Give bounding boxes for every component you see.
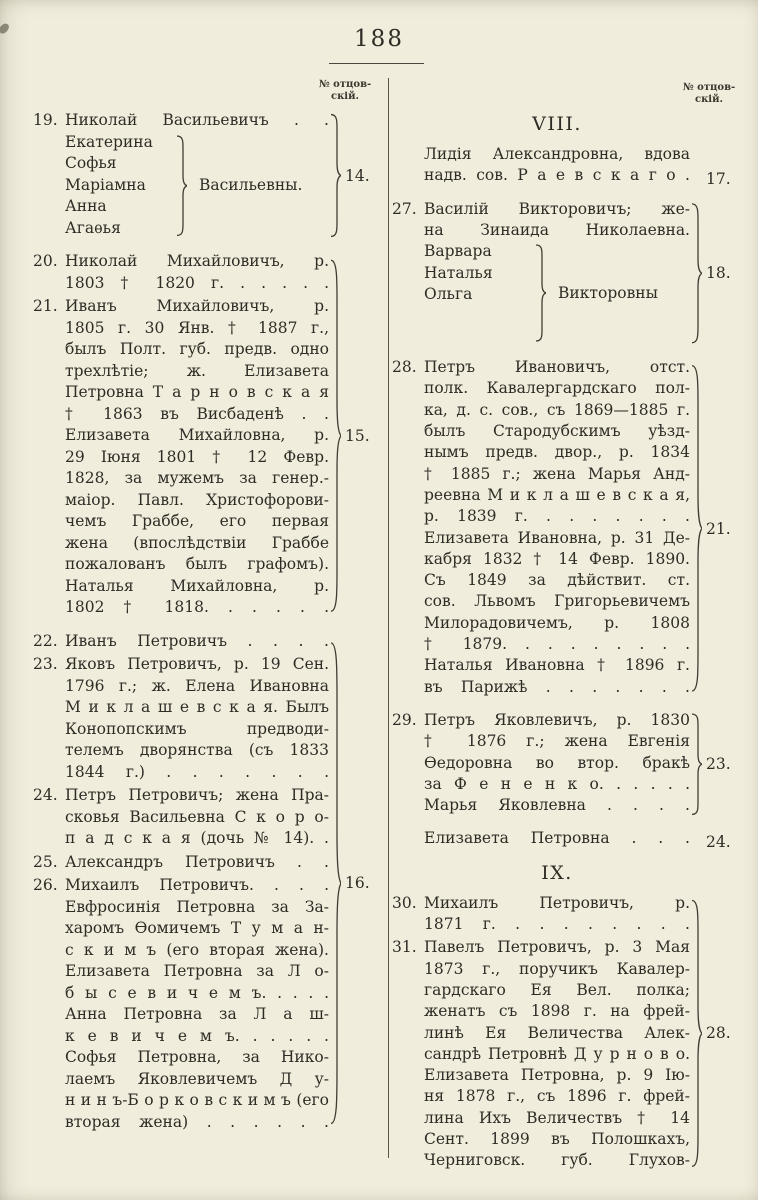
text-line: Иванъ Михайловичъ, р. xyxy=(65,297,329,315)
group-brace xyxy=(175,132,189,240)
text-line: 1828, за мужемъ за генер.- xyxy=(65,469,329,487)
entry-number: 29. xyxy=(392,710,417,729)
children-names xyxy=(424,241,534,345)
text-line: женатъ съ 1898 г. на фрей- xyxy=(424,1002,690,1021)
page-number-rule xyxy=(329,63,424,64)
text-line: вторая жена) . . . . . . xyxy=(65,1112,329,1131)
text-line: сковья Васильевна С к о р о- xyxy=(65,807,329,826)
text-line: линѣ Ея Величества Алек- xyxy=(424,1023,690,1042)
text-line: б ы с е в и ч е м ъ. . . . . xyxy=(65,983,329,1002)
curly-brace-icon xyxy=(534,243,546,343)
entry-item xyxy=(33,852,329,874)
entry-text xyxy=(65,110,329,239)
text-line: харомъ Ѳомичемъ Т у м а н- xyxy=(65,919,329,937)
genealogy-block xyxy=(33,251,383,621)
text-line: Елизавета Петровна . . . xyxy=(424,829,690,848)
entry-text xyxy=(65,251,329,294)
child-name: Варвара xyxy=(424,242,492,261)
text-line: Софья Петровна, за Нико- xyxy=(65,1048,329,1066)
block-entries xyxy=(33,631,329,1136)
text-line: Петръ Ивановичъ, отст. xyxy=(424,358,690,377)
column-header-line: скій. xyxy=(694,93,723,105)
text-line: Елизавета Михайловна, р. xyxy=(65,426,329,444)
text-line: 1844 г.) . . . . . . . xyxy=(65,762,329,781)
text-line: р. 1839 г. . . . . . . . xyxy=(424,507,690,526)
entry-item xyxy=(392,710,690,816)
genealogy-block xyxy=(392,710,748,818)
right-column xyxy=(392,82,748,1184)
father-ref-number: 15. xyxy=(345,426,370,445)
text-line: нымъ предв. двор., р. 1834 xyxy=(424,443,690,462)
entry-item xyxy=(33,631,329,653)
column-header-line: № отцов- xyxy=(318,79,372,90)
child-name: Агаѳья xyxy=(65,218,121,237)
father-number-column-header xyxy=(308,79,382,102)
entry-item xyxy=(33,251,329,294)
child-name: Софья xyxy=(65,154,117,172)
entry-number: 30. xyxy=(392,893,417,912)
father-ref-number: 18. xyxy=(706,263,731,282)
entry-text xyxy=(65,296,329,619)
text-line: лаемъ Яковлевичемъ Д у- xyxy=(65,1069,329,1088)
text-line: реевна М и к л а ш е в с к а я, xyxy=(424,485,690,504)
block-entries xyxy=(392,357,690,700)
text-line: Елизавета Ивановна, р. 31 Де- xyxy=(424,528,690,547)
children-name-group xyxy=(424,241,690,345)
ref-brace-column xyxy=(329,251,342,621)
curly-brace-icon xyxy=(690,712,702,816)
text-line: † 1885 г.; жена Марья Анд- xyxy=(424,464,690,483)
text-line: надв. сов. Р а е в с к а г о . xyxy=(424,166,690,185)
genealogy-block xyxy=(33,110,383,241)
text-line: сов. Львомъ Григорьевичемъ xyxy=(424,592,690,611)
text-line: телемъ дворянства (съ 1833 xyxy=(65,741,329,759)
block-entries xyxy=(392,710,690,818)
text-line: трехлѣтіе; ж. Елизавета xyxy=(65,361,329,380)
text-line: гардскаго Ея Вел. полка; xyxy=(424,980,690,999)
father-number-column-header xyxy=(670,82,748,105)
text-line: Яковъ Петровичъ, р. 19 Сен. xyxy=(65,655,329,673)
text-line: былъ Стародубскимъ уѣзд- xyxy=(424,422,690,441)
curly-brace-icon xyxy=(329,253,341,619)
genealogy-block xyxy=(33,631,383,1136)
ref-brace-column xyxy=(690,199,703,348)
text-line: на Зинаида Николаевна. xyxy=(424,220,690,239)
entry-text xyxy=(424,357,690,698)
genealogy-block xyxy=(392,144,748,189)
text-line: † 1863 въ Висбаденѣ . . xyxy=(65,404,329,423)
entry-number: 25. xyxy=(33,852,58,871)
curly-brace-icon xyxy=(690,359,702,698)
text-line: 29 Іюня 1801 † 12 Февр. xyxy=(65,447,329,466)
entry-number: 24. xyxy=(33,786,58,804)
text-line: Сент. 1899 въ Полошкахъ, xyxy=(424,1129,690,1148)
entry-number: 20. xyxy=(33,252,58,270)
text-line: въ Парижѣ . . . . . . . xyxy=(424,677,690,696)
entry-item xyxy=(392,144,690,187)
text-line: 1796 г.; ж. Елена Ивановна xyxy=(65,676,329,695)
column-header-line: скій. xyxy=(330,90,359,102)
entry-item xyxy=(33,296,329,619)
text-line: Наталья Михайловна, р. xyxy=(65,576,329,595)
genealogy-block xyxy=(392,199,748,348)
text-line: Иванъ Петровичъ . . . . xyxy=(65,631,329,650)
text-line: маіор. Павл. Христофорови- xyxy=(65,490,329,509)
text-line: Петровна Т а р н о в с к а я xyxy=(65,383,329,401)
entry-item xyxy=(33,875,329,1133)
text-line: Василій Викторовичъ; же- xyxy=(424,199,690,218)
block-entries xyxy=(392,893,690,1174)
text-line: 1873 г., поручикъ Кавалер- xyxy=(424,959,690,978)
entry-number: 31. xyxy=(392,938,417,957)
text-line: М и к л а ш е в с к а я. Былъ xyxy=(65,698,329,716)
text-line: Евфросинія Петровна за За- xyxy=(65,897,329,916)
text-line: чемъ Граббе, его первая xyxy=(65,512,329,530)
text-line: Елизавета Петровна за Л о- xyxy=(65,962,329,980)
text-line: Ѳедоровна во втор. бракѣ xyxy=(424,753,690,772)
child-name: Ольга xyxy=(424,285,473,304)
block-entries xyxy=(33,110,329,241)
column-header-line: № отцов- xyxy=(682,82,736,93)
entry-text xyxy=(65,852,329,874)
text-line: † 1879. . . . . . . . . xyxy=(424,635,690,654)
text-line: 1802 † 1818. . . . . . xyxy=(65,598,329,616)
text-line: ка, д. с. сов., съ 1869—1885 г. xyxy=(424,400,690,419)
text-line: былъ Полт. губ. предв. одно xyxy=(65,340,329,358)
entry-item xyxy=(392,828,690,849)
entry-number: 26. xyxy=(33,876,58,894)
text-line: Петръ Петровичъ; жена Пра- xyxy=(65,786,329,804)
text-line: Николай Васильевичъ . . xyxy=(65,111,329,129)
entry-item xyxy=(33,785,329,850)
entry-item xyxy=(33,110,329,239)
entry-item xyxy=(392,893,690,936)
ref-brace-column xyxy=(690,144,703,189)
father-ref-number: 16. xyxy=(345,873,370,892)
entry-text xyxy=(424,199,690,346)
text-line: Черниговск. губ. Глухов- xyxy=(424,1151,690,1170)
entry-text xyxy=(65,875,329,1133)
entry-number xyxy=(392,828,424,849)
text-line: с к и м ъ (его вторая жена). xyxy=(65,940,329,959)
text-line: сандрѣ Петровнѣ Д у р н о в о. xyxy=(424,1044,690,1063)
text-line: Марья Яковлевна . . . . xyxy=(424,796,690,815)
ref-brace-column xyxy=(690,893,703,1174)
ref-brace-column xyxy=(690,710,703,818)
shared-patronymic: Викторовны xyxy=(558,284,658,303)
entry-item xyxy=(33,654,329,783)
genealogy-block xyxy=(392,828,748,851)
entry-item xyxy=(392,199,690,346)
curly-brace-icon xyxy=(175,134,187,238)
entry-number: 19. xyxy=(33,111,58,129)
column-divider-rule xyxy=(388,78,389,1158)
block-entries xyxy=(392,199,690,348)
block-entries xyxy=(33,251,329,621)
curly-brace-icon xyxy=(329,633,341,1134)
curly-brace-icon xyxy=(690,201,702,346)
entry-number: 28. xyxy=(392,358,417,377)
text-line: н и н ъ-Б о р к о в с к и м ъ (его xyxy=(65,1091,329,1109)
ref-brace-column xyxy=(690,357,703,700)
text-line: Съ 1849 за дѣйствит. ст. xyxy=(424,571,690,590)
entry-number: 23. xyxy=(33,655,58,673)
curly-brace-icon xyxy=(329,112,341,239)
text-line: Михаилъ Петровичъ. . . . xyxy=(65,876,329,894)
father-ref-number: 24. xyxy=(706,832,731,851)
father-ref-number: 21. xyxy=(706,519,731,538)
entry-text xyxy=(65,654,329,783)
text-line: Елизавета Петровна, р. 9 Ію- xyxy=(424,1066,690,1085)
section-heading: IX. xyxy=(541,861,573,884)
child-name: Маріамна xyxy=(65,175,146,194)
text-line: п а д с к а я (дочь № 14). . xyxy=(65,829,329,847)
block-entries xyxy=(392,828,690,851)
shared-patronymic: Васильевны. xyxy=(199,176,303,195)
entry-number: 27. xyxy=(392,199,417,218)
entry-item xyxy=(392,937,690,1171)
children-name-group xyxy=(65,132,329,240)
group-brace xyxy=(534,241,548,345)
text-line: лина Ихъ Величествъ † 14 xyxy=(424,1108,690,1127)
text-line: Павелъ Петровичъ, р. 3 Мая xyxy=(424,938,690,957)
text-line: Анна Петровна за Л а ш- xyxy=(65,1005,329,1023)
text-line: кабря 1832 † 14 Февр. 1890. xyxy=(424,549,690,568)
child-name: Екатерина xyxy=(65,132,153,151)
text-line: полк. Кавалергардскаго пол- xyxy=(424,379,690,398)
genealogy-block xyxy=(392,893,748,1174)
entry-text xyxy=(65,631,329,653)
text-line: жена (впослѣдствіи Граббе xyxy=(65,533,329,552)
father-ref-number: 23. xyxy=(706,755,731,774)
curly-brace-icon xyxy=(690,895,702,1172)
children-names xyxy=(65,132,175,240)
entry-text xyxy=(424,144,690,187)
page-number: 188 xyxy=(354,26,404,52)
ref-brace-column xyxy=(329,110,342,241)
entry-text xyxy=(424,893,690,936)
left-column xyxy=(33,79,383,1145)
text-line: 1803 † 1820 г. . . . . . xyxy=(65,273,329,292)
entry-item xyxy=(392,357,690,698)
entry-text xyxy=(424,828,690,849)
text-line: пожалованъ былъ графомъ). xyxy=(65,555,329,573)
entry-text xyxy=(424,937,690,1171)
text-line: Петръ Яковлевичъ, р. 1830 xyxy=(424,710,690,729)
ref-brace-column xyxy=(329,631,342,1136)
text-line: 1805 г. 30 Янв. † 1887 г., xyxy=(65,318,329,337)
father-ref-number: 28. xyxy=(706,1024,731,1043)
entry-text xyxy=(65,785,329,850)
text-line: Лидія Александровна, вдова xyxy=(424,145,690,163)
ref-brace-column xyxy=(690,828,703,851)
entry-number: 21. xyxy=(33,297,58,315)
text-line: Конопопскимъ предводи- xyxy=(65,719,329,738)
child-name: Наталья xyxy=(424,263,493,282)
entry-text xyxy=(424,710,690,816)
entry-number: 22. xyxy=(33,631,58,650)
text-line: Николай Михайловичъ, р. xyxy=(65,252,329,270)
text-line: 1871 г. . . . . . . . . xyxy=(424,915,690,934)
text-line: Милорадовичемъ, р. 1808 xyxy=(424,613,690,632)
text-line: † 1876 г.; жена Евгенія xyxy=(424,732,690,751)
block-entries xyxy=(392,144,690,189)
child-name: Анна xyxy=(65,197,107,215)
text-line: Александръ Петровичъ . . xyxy=(65,852,329,871)
section-heading: VIII. xyxy=(532,113,582,135)
father-ref-number: 17. xyxy=(706,169,731,188)
text-line: Михаилъ Петровичъ, р. xyxy=(424,893,690,912)
father-ref-number: 14. xyxy=(345,166,370,185)
entry-number xyxy=(392,144,424,187)
text-line: за Ф е н е н к о. . . . . . xyxy=(424,774,690,793)
text-line: к е в и ч е м ъ. . . . . . xyxy=(65,1026,329,1045)
genealogy-block xyxy=(392,357,748,700)
text-line: Наталья Ивановна † 1896 г. xyxy=(424,656,690,675)
text-line: ня 1878 г., съ 1896 г. фрей- xyxy=(424,1087,690,1106)
